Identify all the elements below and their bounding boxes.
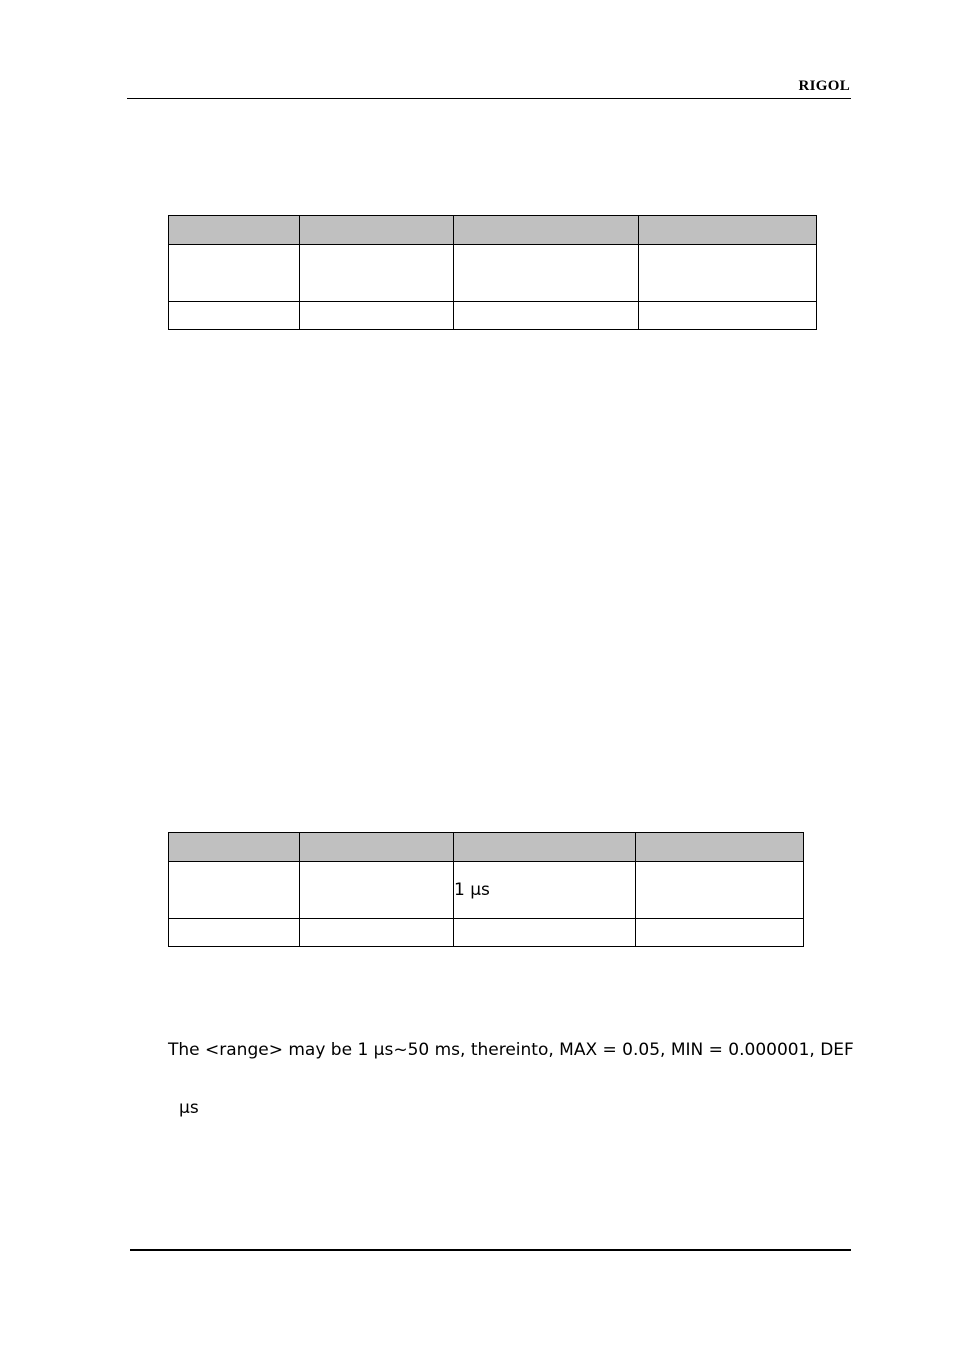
table-cell [300,862,454,919]
table-cell [454,919,636,947]
header-cell [300,216,454,245]
table-cell [300,302,454,330]
table-cell [454,245,639,302]
table-header-row [169,216,817,245]
header-cell [454,833,636,862]
table-cell [169,245,300,302]
brand-logo: RIGOL [798,78,850,94]
table-row [169,919,804,947]
header-cell [300,833,454,862]
range-unit-text: µs [179,1098,199,1118]
table-row [169,862,804,919]
table-cell-range-value: 1 µs [454,862,636,919]
header-cell [454,216,639,245]
table-cell [639,245,817,302]
table-cell [454,302,639,330]
header-cell [636,833,804,862]
range-description: The <range> may be 1 µs~50 ms, thereinto, MAX = 0.05, MIN = 0.000001, DEF [168,1040,854,1060]
table-cell [169,862,300,919]
table-cell [639,302,817,330]
table-cell [636,919,804,947]
table-cell [300,245,454,302]
header-cell [169,216,300,245]
table-cell [636,862,804,919]
header-rule [127,98,851,99]
footer-rule [130,1249,851,1251]
table-header-row [169,833,804,862]
header-cell [169,833,300,862]
table-cell [169,919,300,947]
table-row [169,245,817,302]
parameter-table-1 [168,215,817,330]
table-cell [169,302,300,330]
table-cell [300,919,454,947]
parameter-table-2 [168,832,804,947]
table-row [169,302,817,330]
header-cell [639,216,817,245]
